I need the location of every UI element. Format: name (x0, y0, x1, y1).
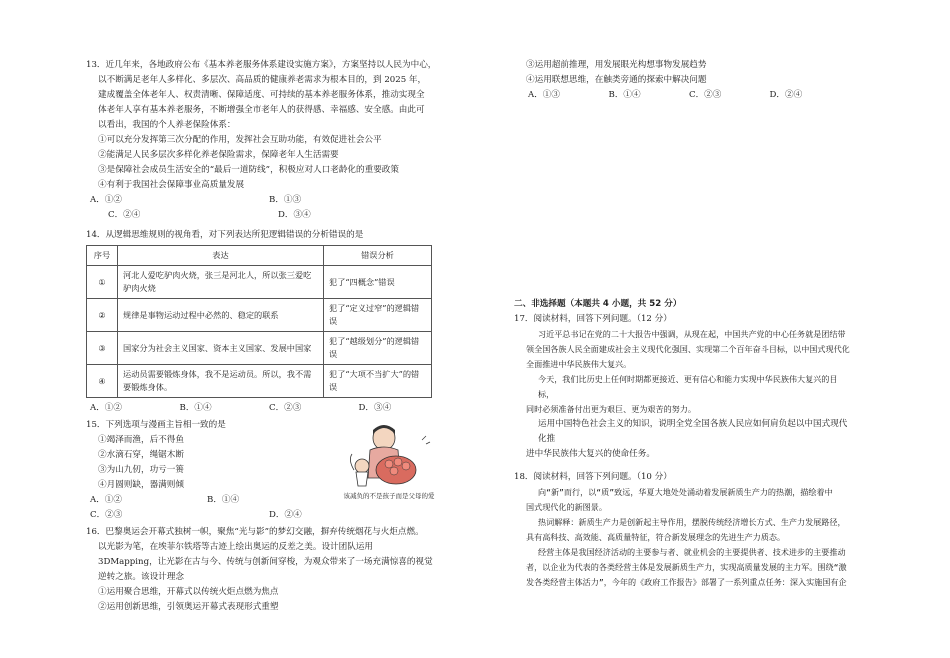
q15-options-row1 (86, 493, 324, 508)
q16-option-a: A．①③ (528, 90, 560, 100)
q16-options (514, 88, 850, 103)
question-18 (514, 470, 850, 590)
cartoon-drawing (334, 420, 444, 492)
q17-stem: 17．阅读材料，回答下列问题。（12 分） (514, 314, 672, 324)
q15-option-d: D．②④ (269, 510, 302, 520)
row-analysis: 犯了“越级划分”的逻辑错误 (324, 332, 432, 365)
row-expression: 运动员需要锻炼身体，我不是运动员。所以，我不需要锻炼身体。 (118, 365, 324, 398)
q17-material-line: 领全国各族人民全面建成社会主义现代化强国、实现第二个百年奋斗目标，以中国式现代化 (526, 344, 850, 354)
q17-question-line: 运用中国特色社会主义的知识，说明全党全国各族人民应如何肩负起以中国式现代化推 (538, 419, 848, 444)
q16-item: ④运用联想思维，在触类旁通的探索中解决问题 (526, 75, 707, 85)
q17-question-line: 进中华民族伟大复兴的使命任务。 (526, 449, 655, 459)
row-expression: 河北人爱吃驴肉火烧，张三是河北人，所以张三爱吃驴肉火烧 (118, 266, 324, 299)
row-analysis: 犯了“大项不当扩大”的错误 (324, 365, 432, 398)
q18-material-line: 国式现代化的新图景。 (526, 502, 607, 512)
row-expression: 国家分为社会主义国家、资本主义国家、发展中国家 (118, 332, 324, 365)
question-14 (86, 228, 448, 416)
q16-item: ③运用超前推理，用发展眼光构想事物发展趋势 (526, 60, 707, 70)
q13-options-row2 (86, 208, 448, 223)
table-row (87, 365, 432, 398)
q13-line: 体老年人享有基本养老服务，不断增强全市老年人的获得感、幸福感、安全感。由此可 (98, 105, 425, 115)
q18-stem: 18．阅读材料，回答下列问题。（10 分） (514, 472, 672, 482)
q16-line: 逆转之旅。该设计理念 (98, 572, 184, 582)
q15-stem: 15．下列选项与漫画主旨相一致的是 (86, 420, 226, 430)
left-column (86, 58, 448, 615)
q16-item: ①运用聚合思维，开幕式以传统火炬点燃为焦点 (98, 587, 279, 597)
q18-material-line: 向“新”而行，以“质”致远，华夏大地处处涌动着发展新质生产力的热潮，描绘着中 (538, 487, 833, 497)
q18-material-line: 经营主体是我国经济活动的主要参与者、就业机会的主要提供者、技术进步的主要推动 (538, 547, 846, 557)
q16-line: 3DMapping，让光影在古与今、传统与创新间穿梭，为观众带来了一场充满惊喜的视觉 (98, 557, 433, 567)
q13-line: 建成覆盖全体老年人、权责清晰、保障适度、可持续的基本养老服务体系，推动实现全 (98, 90, 425, 100)
row-number: ② (87, 299, 118, 332)
q15-option-b: B．①④ (207, 495, 240, 505)
q13-item: ①可以充分发挥第三次分配的作用，发挥社会互助功能，有效促进社会公平 (98, 135, 382, 145)
q15-item: ②水滴石穿，绳锯木断 (98, 450, 184, 460)
q14-option-b: B．①④ (179, 403, 212, 413)
question-16 (86, 525, 448, 615)
q13-item: ③是保障社会成员生活安全的“最后一道防线”，积极应对人口老龄化的重要政策 (98, 165, 399, 175)
cartoon-caption: 该减负的不是孩子而是父母的爱 (343, 492, 435, 500)
q16-line: 以光影为笔，在埃菲尔铁塔等古迹上绘出奥运的反差之美。设计团队运用 (98, 542, 374, 552)
q17-material-line: 全面推进中华民族伟大复兴。 (526, 359, 632, 369)
q15-option-a: A．①② (90, 495, 122, 505)
right-column (514, 58, 850, 590)
q15-options-row2 (86, 508, 448, 523)
q13-line: 以不断满足老年人多样化、多层次、高品质的健康养老需求为根本目的，到 2025 年， (98, 75, 427, 85)
q13-item: ②能满足人民多层次多样化养老保险需求，保障老年人生活需要 (98, 150, 339, 160)
q16-line: 16．巴黎奥运会开幕式独树一帜，聚焦“光与影”的梦幻交融，摒弃传统烟花与火炬点燃。 (86, 527, 424, 537)
q18-material-line: 发各类经营主体活力”，今年的《政府工作报告》部署了一系列重点任务：深入实施国有企 (526, 577, 847, 587)
q14-option-d: D．③④ (358, 403, 392, 413)
q15-option-c: C．②③ (90, 510, 123, 520)
q13-option-b: B．①③ (269, 195, 302, 205)
q13-line: 以看出，我国的个人养老保险体系： (98, 120, 236, 130)
q13-option-c: C．②④ (108, 210, 141, 220)
table-row (87, 299, 432, 332)
row-analysis: 犯了“定义过窄”的逻辑错误 (324, 299, 432, 332)
table-header: 序号 (87, 246, 118, 266)
cartoon (330, 420, 448, 501)
q16-option-c: C．②③ (689, 90, 722, 100)
row-number: ③ (87, 332, 118, 365)
q14-option-c: C．②③ (269, 403, 302, 413)
table-header: 错误分析 (324, 246, 432, 266)
q18-material-line: 具有高科技、高效能、高质量特征，符合新发展理念的先进生产力质态。 (526, 532, 786, 542)
q17-material-line: 今天，我们比历史上任何时期都更接近、更有信心和能力实现中华民族伟大复兴的目标， (538, 374, 838, 399)
row-expression: 规律是事物运动过程中必然的、稳定的联系 (118, 299, 324, 332)
q15-item: ①竭泽而渔，后不得鱼 (98, 435, 184, 445)
row-analysis: 犯了“四概念”错误 (324, 266, 432, 299)
table-row (87, 266, 432, 299)
table-header-row (87, 246, 432, 266)
q15-item: ③为山九仞，功亏一篑 (98, 465, 184, 475)
table-header: 表达 (118, 246, 324, 266)
q14-option-a: A．①② (90, 403, 122, 413)
q13-option-d: D．③④ (278, 210, 311, 220)
section-title: 二、非选择题（本题共 4 小题，共 52 分） (514, 299, 682, 309)
row-number: ① (87, 266, 118, 299)
question-13 (86, 58, 448, 223)
q14-stem: 14．从逻辑思维规则的视角看，对下列表达所犯逻辑错误的分析错误的是 (86, 230, 364, 240)
q13-options-row1 (86, 193, 448, 208)
q18-material-line: 者，以企业为代表的各类经营主体是发展新质生产力，实现高质量发展的主力军。围绕“激 (526, 562, 847, 572)
q16-item: ②运用创新思维，引领奥运开幕式表现形式重塑 (98, 602, 279, 612)
logic-error-table (86, 245, 432, 398)
q16-option-b: B．①④ (608, 90, 641, 100)
q17-material-line: 同时必须准备付出更为艰巨、更为艰苦的努力。 (526, 404, 696, 414)
question-16-continued (514, 58, 850, 103)
q16-option-d: D．②④ (769, 90, 803, 100)
table-row (87, 332, 432, 365)
question-17 (514, 312, 850, 462)
q18-material-line: 热词解释：新质生产力是创新起主导作用，摆脱传统经济增长方式、生产力发展路径， (538, 517, 846, 527)
q13-item: ④有利于我国社会保障事业高质量发展 (98, 180, 245, 190)
q14-options (86, 401, 448, 416)
q13-line: 13．近几年来，各地政府公布《基本养老服务体系建设实施方案》，方案坚持以人民为中心， (86, 60, 437, 70)
q15-item: ④月圆则缺，器满则倾 (98, 480, 184, 490)
row-number: ④ (87, 365, 118, 398)
q13-option-a: A．①② (90, 195, 122, 205)
question-15 (86, 418, 448, 523)
q17-material-line: 习近平总书记在党的二十大报告中强调，从现在起，中国共产党的中心任务就是团结带 (538, 329, 846, 339)
